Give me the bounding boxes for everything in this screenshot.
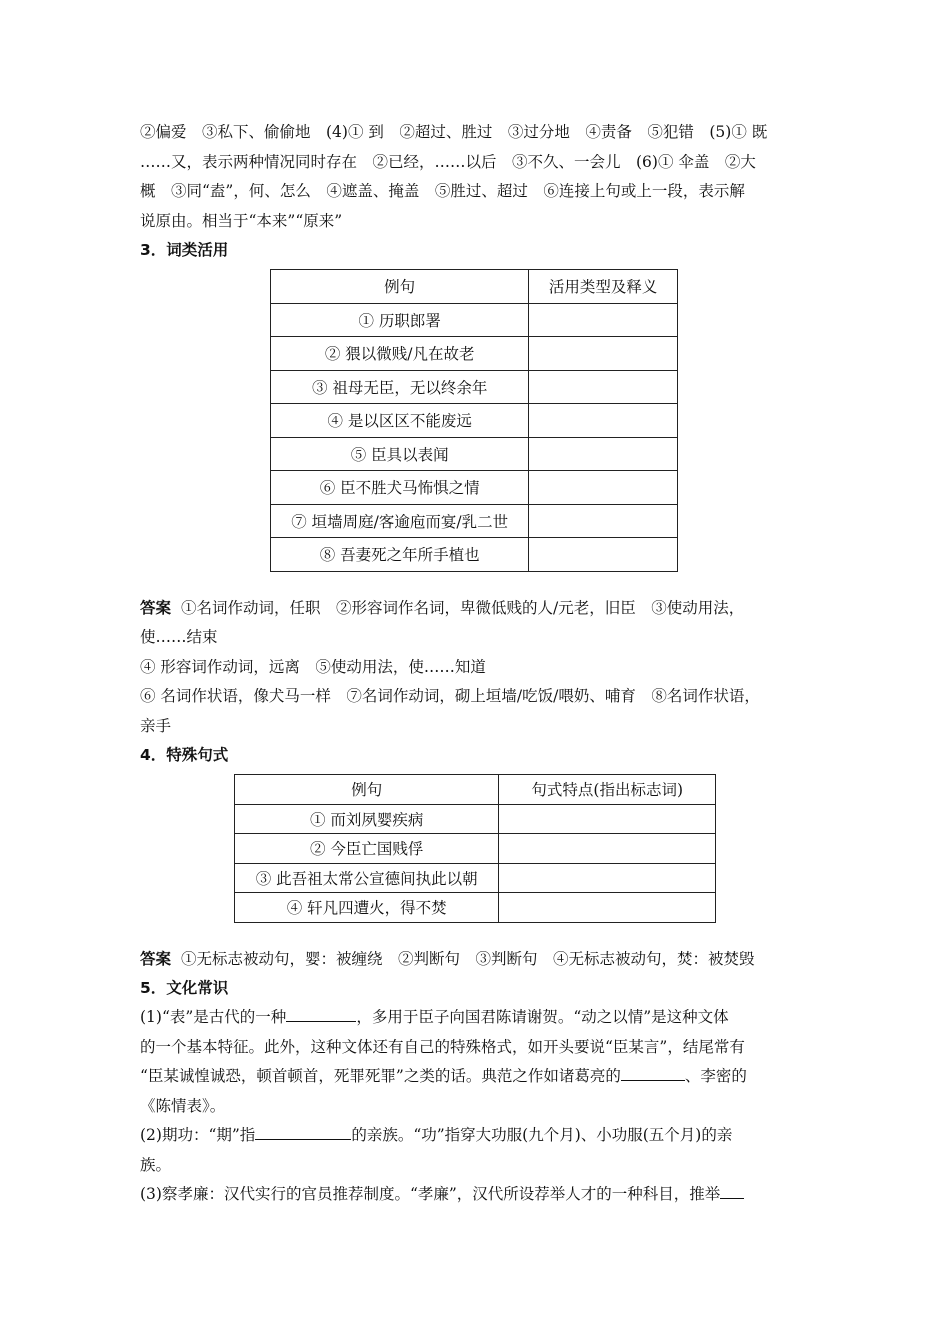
intro-line-3: 概 ③同“盍”，何、怎么 ④遮盖、掩盖 ⑤胜过、超过 ⑥连接上句或上一段，表示解 xyxy=(140,182,745,200)
answer-cell xyxy=(529,471,678,505)
answer-4 xyxy=(140,945,812,975)
header-usage-type: 活用类型及释义 xyxy=(529,270,678,304)
answer-label: 答案 xyxy=(140,598,172,617)
answer-3-line-3: ④ 形容词作动词，远离 ⑤使动用法，使……知道 xyxy=(140,657,486,676)
table-row xyxy=(271,337,678,371)
answer-label: 答案 xyxy=(140,949,172,968)
culture-q2-line-1 xyxy=(140,1121,812,1151)
table-row xyxy=(271,303,678,337)
fill-blank[interactable] xyxy=(255,1123,351,1140)
table-row xyxy=(271,504,678,538)
example-cell: ② 今臣亡国贱俘 xyxy=(235,834,499,864)
answer-cell xyxy=(529,370,678,404)
intro-line-1: ②偏爱 ③私下、偷偷地 (4)① 到 ②超过、胜过 ③过分地 ④责备 ⑤犯错 (5)① 既 xyxy=(140,123,768,141)
table-row xyxy=(271,404,678,438)
culture-q3-line-1 xyxy=(140,1180,812,1210)
table-row xyxy=(235,834,716,864)
header-example: 例句 xyxy=(235,775,499,805)
section-3-heading: 3．词类活用 xyxy=(140,241,229,259)
q2-text-a: (2)期功：“期”指 xyxy=(140,1126,256,1144)
example-cell: ② 猥以微贱/凡在故老 xyxy=(271,337,529,371)
culture-q1-line-3 xyxy=(140,1062,812,1092)
q2-text-b: 的亲族。“功”指穿大功服(九个月)、小功服(五个月)的亲 xyxy=(351,1126,733,1144)
answer-text: ①无标志被动句，婴：被缠绕 ②判断句 ③判断句 ④无标志被动句，焚：被焚毁 xyxy=(181,949,755,968)
example-cell: ⑥ 臣不胜犬马怖惧之情 xyxy=(271,471,529,505)
example-cell: ⑧ 吾妻死之年所手植也 xyxy=(271,538,529,572)
answer-cell xyxy=(529,404,678,438)
q1-text-b: ，多用于臣子向国君陈请谢贺。“动之以情”是这种文体 xyxy=(356,1008,729,1026)
table-row xyxy=(235,893,716,923)
answer-cell xyxy=(529,504,678,538)
culture-q2-line-2: 族。 xyxy=(140,1155,172,1174)
table-row xyxy=(271,370,678,404)
answer-text: ①名词作动词，任职 ②形容词作名词，卑微低贱的人/元老，旧臣 ③使动用法， xyxy=(181,598,745,617)
table-row xyxy=(271,538,678,572)
q1-line3-a: “臣某诚惶诚恐，顿首顿首，死罪死罪”之类的话。典范之作如诸葛亮的 xyxy=(140,1067,621,1085)
answer-cell xyxy=(529,437,678,471)
q1-text-a: (1)“表”是古代的一种 xyxy=(140,1008,287,1026)
answer-cell xyxy=(529,303,678,337)
answer-cell xyxy=(499,863,716,893)
word-usage-table xyxy=(270,269,678,572)
table-row xyxy=(271,471,678,505)
answer-cell xyxy=(499,804,716,834)
fill-blank[interactable] xyxy=(621,1064,685,1081)
header-pattern: 句式特点(指出标志词) xyxy=(499,775,716,805)
answer-cell xyxy=(499,834,716,864)
answer-cell xyxy=(499,893,716,923)
answer-cell xyxy=(529,538,678,572)
q1-line3-b: 、李密的 xyxy=(684,1067,747,1085)
section-4-heading: 4．特殊句式 xyxy=(140,746,229,764)
culture-q1-line-4: 《陈情表》。 xyxy=(140,1096,226,1115)
table-row xyxy=(235,804,716,834)
table-header-row xyxy=(235,775,716,805)
header-example: 例句 xyxy=(271,270,529,304)
section-5-heading: 5．文化常识 xyxy=(140,979,229,997)
example-cell: ① 历职郎署 xyxy=(271,303,529,337)
table-header-row xyxy=(271,270,678,304)
table-row xyxy=(271,437,678,471)
fill-blank[interactable] xyxy=(720,1182,744,1199)
example-cell: ④ 是以区区不能废远 xyxy=(271,404,529,438)
intro-line-2: ……又，表示两种情况同时存在 ②已经，……以后 ③不久、一会儿 (6)① 伞盖 ②大 xyxy=(140,152,756,171)
example-cell: ⑦ 垣墙周庭/客逾庖而宴/乳二世 xyxy=(271,504,529,538)
table-row xyxy=(235,863,716,893)
example-cell: ③ 此吾祖太常公宣德间执此以朝 xyxy=(235,863,499,893)
example-cell: ③ 祖母无臣，无以终余年 xyxy=(271,370,529,404)
culture-q1-line-2: 的一个基本特征。此外，这种文体还有自己的特殊格式，如开头要说“臣某言”，结尾常有 xyxy=(140,1037,745,1056)
example-cell: ① 而刘夙婴疾病 xyxy=(235,804,499,834)
intro-line-4: 说原由。相当于“本来”“原来” xyxy=(140,211,343,230)
document-page xyxy=(140,118,812,1210)
answer-cell xyxy=(529,337,678,371)
answer-3-line-5: 亲手 xyxy=(140,716,172,735)
culture-q1-line-1 xyxy=(140,1003,812,1033)
sentence-pattern-table xyxy=(234,774,716,923)
answer-3-line-1 xyxy=(140,594,812,624)
example-cell: ⑤ 臣具以表闻 xyxy=(271,437,529,471)
fill-blank[interactable] xyxy=(286,1005,356,1022)
example-cell: ④ 轩凡四遭火，得不焚 xyxy=(235,893,499,923)
q3-text: (3)察孝廉：汉代实行的官员推荐制度。“孝廉”，汉代所设荐举人才的一种科目，推举 xyxy=(140,1185,721,1203)
answer-3-line-2: 使……结束 xyxy=(140,628,218,646)
answer-3-line-4: ⑥ 名词作状语，像犬马一样 ⑦名词作动词，砌上垣墙/吃饭/喂奶、哺育 ⑧名词作状语， xyxy=(140,687,760,705)
